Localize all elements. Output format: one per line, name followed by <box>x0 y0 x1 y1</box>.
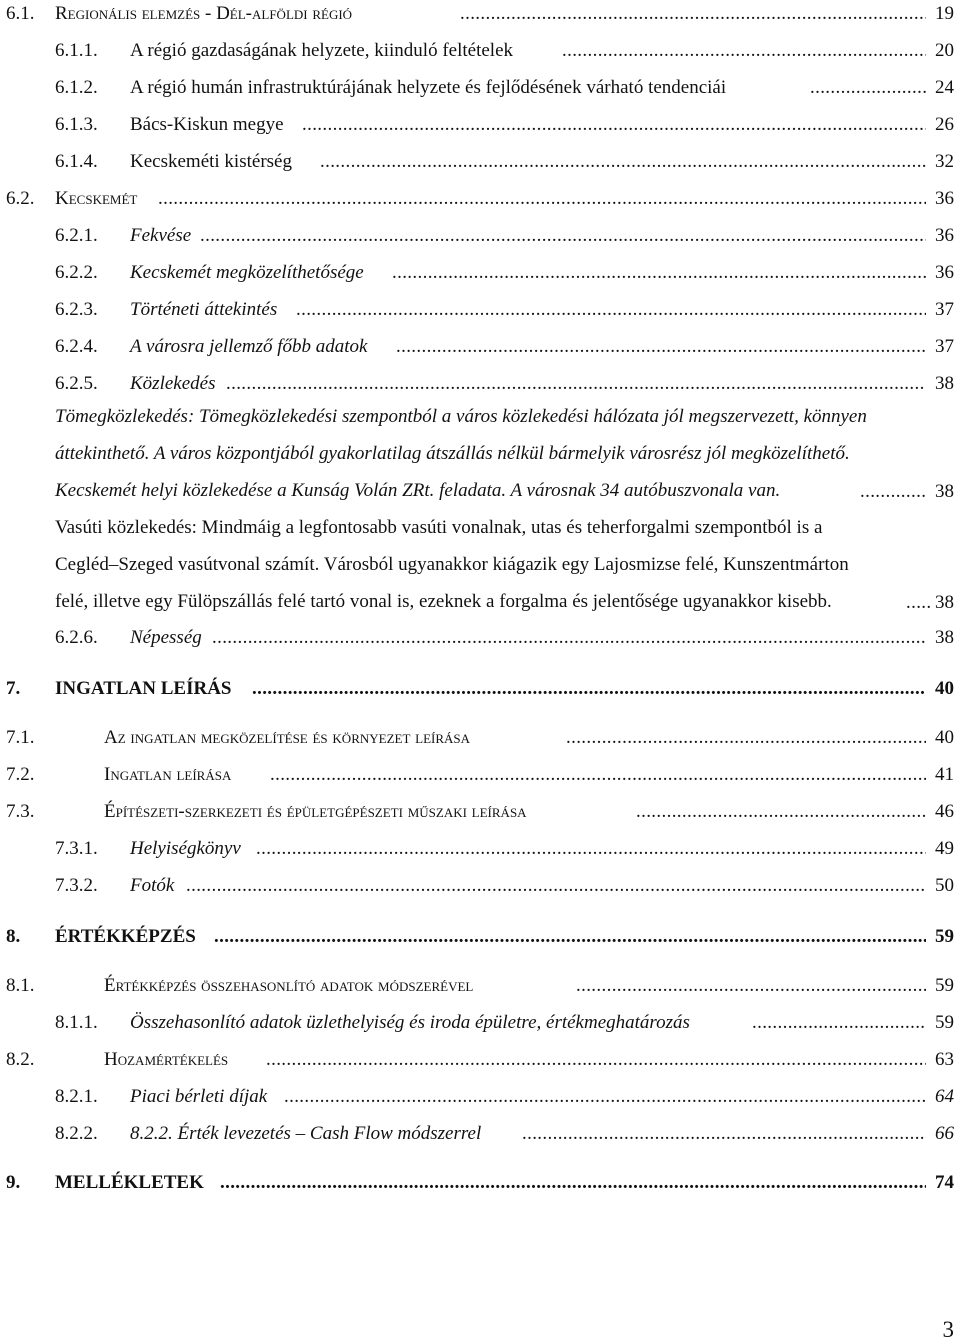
toc-entry-number: 6.2. <box>6 188 35 209</box>
toc-entry-title: INGATLAN LEÍRÁS <box>55 678 232 699</box>
toc-entry-title: MELLÉKLETEK <box>55 1172 204 1193</box>
toc-leader-dots <box>220 1171 926 1195</box>
toc-leader-dots <box>810 76 926 100</box>
toc-leader-dots <box>186 874 926 898</box>
toc-entry-page it: 64 <box>935 1086 954 1107</box>
toc-entry-title: Fotók <box>130 875 175 896</box>
toc-entry <box>0 677 960 701</box>
toc-entry-page: 36 <box>935 188 954 209</box>
toc-entry <box>0 298 960 322</box>
paragraph-line: Cegléd–Szeged vasútvonal számít. Városból ugyanakkor kiágazik egy Lajosmizse felé, Kunszentmárton <box>55 554 849 575</box>
toc-entry <box>0 974 960 998</box>
toc-entry <box>0 1122 960 1146</box>
toc-entry-page: 24 <box>935 77 954 98</box>
toc-entry-title: Regionális elemzés - Dél-alföldi régió <box>55 3 353 24</box>
toc-leader-dots <box>320 150 926 174</box>
toc-entry <box>0 1171 960 1195</box>
toc-leader-dots <box>270 763 926 787</box>
toc-entry <box>0 187 960 211</box>
toc-paragraph-page-row <box>0 591 960 615</box>
toc-leader-dots <box>266 1048 926 1072</box>
toc-entry-number: 8.2.1. <box>55 1086 98 1107</box>
toc-leader-dots <box>460 2 926 26</box>
toc-entry-number: 8. <box>6 926 21 947</box>
toc-entry-title: Ingatlan leírása <box>104 764 232 785</box>
toc-entry <box>0 1085 960 1109</box>
toc-entry-number: 8.1.1. <box>55 1012 98 1033</box>
paragraph-line: áttekinthető. A város központjából gyakorlatilag átszállás nélkül bármelyik városrész jól megközelíthető. <box>55 443 850 464</box>
toc-entry <box>0 39 960 63</box>
toc-entry-number: 6.2.6. <box>55 627 98 648</box>
toc-entry-page: 40 <box>935 678 954 699</box>
toc-entry-title: Fekvése <box>130 225 192 246</box>
toc-entry-title: A régió humán infrastruktúrájának helyzete és fejlődésének várható tendenciái <box>130 77 727 98</box>
toc-paragraph-page-row <box>0 480 960 504</box>
toc-leader-dots <box>396 335 926 359</box>
toc-entry-page: 32 <box>935 151 954 172</box>
toc-entry-title: A régió gazdaságának helyzete, kiinduló feltételek <box>130 40 514 61</box>
toc-entry <box>0 837 960 861</box>
toc-entry <box>0 874 960 898</box>
toc-entry-title: Közlekedés <box>130 373 216 394</box>
toc-entry <box>0 2 960 26</box>
toc-entry-page: 36 <box>935 262 954 283</box>
toc-leader-dots <box>636 800 926 824</box>
toc-entry-page: 59 <box>935 926 954 947</box>
toc-entry <box>0 626 960 650</box>
toc-entry-page: 59 <box>935 1012 954 1033</box>
toc-leader-dots <box>256 837 926 861</box>
toc-entry-title: Hozamértékelés <box>104 1049 229 1070</box>
toc-leader-dots <box>212 626 926 650</box>
toc-entry-number: 6.1. <box>6 3 35 24</box>
toc-entry-number: 6.2.3. <box>55 299 98 320</box>
toc-entry-number: 8.2.2. <box>55 1123 98 1144</box>
toc-leader-dots <box>296 298 926 322</box>
toc-entry <box>0 261 960 285</box>
toc-entry-page: 38 <box>935 627 954 648</box>
toc-entry <box>0 925 960 949</box>
toc-entry-page: 41 <box>935 764 954 785</box>
toc-entry-page: 37 <box>935 299 954 320</box>
toc-leader-dots <box>284 1085 926 1109</box>
toc-entry-number: 6.2.4. <box>55 336 98 357</box>
toc-entry-page: 50 <box>935 875 954 896</box>
toc-entry <box>0 1048 960 1072</box>
toc-leader-dots <box>302 113 926 137</box>
toc-entry-title: Építészeti-szerkezeti és épületgépészeti műszaki leírása <box>104 801 527 822</box>
toc-entry-title: ÉRTÉKKÉPZÉS <box>55 926 196 947</box>
toc-entry-title: Összehasonlító adatok üzlethelyiség és iroda épületre, értékmeghatározás <box>130 1012 690 1033</box>
toc-entry-title: Kecskeméti kistérség <box>130 151 292 172</box>
toc-leader-dots <box>214 925 926 949</box>
toc-entry-number: 6.2.2. <box>55 262 98 283</box>
toc-leader-dots <box>392 261 926 285</box>
toc-entry-title: Kecskemét <box>55 188 138 209</box>
toc-entry-number: 8.2. <box>6 1049 35 1070</box>
paragraph-line: Tömegközlekedés: Tömegközlekedési szempontból a város közlekedési hálózata jól megszervezett, könnyen <box>55 406 867 427</box>
toc-entry-number: 7.3.1. <box>55 838 98 859</box>
toc-entry <box>0 76 960 100</box>
toc-leader-dots <box>252 677 926 701</box>
toc-entry-title: Történeti áttekintés <box>130 299 278 320</box>
toc-entry-number: 8.1. <box>6 975 35 996</box>
toc-entry-number: 6.1.4. <box>55 151 98 172</box>
toc-entry-number: 6.2.1. <box>55 225 98 246</box>
toc-entry-title: Bács-Kiskun megye <box>130 114 284 135</box>
toc-entry <box>0 224 960 248</box>
toc-entry-title: A városra jellemző főbb adatok <box>130 336 368 357</box>
toc-entry-number: 7. <box>6 678 21 699</box>
paragraph-line: felé, illetve egy Fülöpszállás felé tartó vonal is, ezeknek a forgalma és jelentősége ugyanakkor kisebb. <box>55 591 832 612</box>
toc-entry <box>0 726 960 750</box>
toc-entry <box>0 372 960 396</box>
toc-entry-title: Értékképzés összehasonlító adatok módszerével <box>104 975 474 996</box>
paragraph-line: Vasúti közlekedés: Mindmáig a legfontosabb vasúti vonalnak, utas és teherforgalmi szempontból is a <box>55 517 823 538</box>
paragraph-line-text: Kecskemét helyi közlekedése a Kunság Volán ZRt. feladata. A városnak 34 autóbuszvonala van. <box>55 480 781 501</box>
toc-entry-page: 49 <box>935 838 954 859</box>
toc-entry-page: 38 <box>935 373 954 394</box>
toc-entry-page: 66 <box>935 1123 954 1144</box>
toc-entry <box>0 763 960 787</box>
toc-entry-title: Piaci bérleti díjak <box>130 1086 268 1107</box>
toc-leader-dots <box>522 1122 926 1146</box>
toc-entry-title: 8.2.2. Érték levezetés – Cash Flow módszerrel <box>130 1123 482 1144</box>
toc-entry-page: 59 <box>935 975 954 996</box>
toc-entry-page: 38 <box>935 592 954 613</box>
toc-entry-page: 40 <box>935 727 954 748</box>
toc-entry-title: Az ingatlan megközelítése és környezet leírása <box>104 727 471 748</box>
toc-entry-page: 19 <box>935 3 954 24</box>
toc-leader-dots <box>562 39 926 63</box>
toc-entry-number: 7.3.2. <box>55 875 98 896</box>
toc-entry-number: 6.2.5. <box>55 373 98 394</box>
toc-entry-title: Népesség <box>130 627 202 648</box>
toc-entry-number: 9. <box>6 1172 21 1193</box>
toc-entry-page: 63 <box>935 1049 954 1070</box>
toc-entry <box>0 1011 960 1035</box>
toc-entry-number: 7.3. <box>6 801 35 822</box>
toc-leader-dots <box>752 1011 926 1035</box>
toc-entry <box>0 113 960 137</box>
toc-entry <box>0 150 960 174</box>
toc-leader-dots <box>566 726 926 750</box>
toc-entry <box>0 800 960 824</box>
toc-entry-number: 6.1.3. <box>55 114 98 135</box>
toc-entry-page: 37 <box>935 336 954 357</box>
toc-leader-dots <box>226 372 926 396</box>
toc-entry-number: 6.1.1. <box>55 40 98 61</box>
toc-leader-dots <box>200 224 926 248</box>
toc-entry-page: 74 <box>935 1172 954 1193</box>
toc-entry-page: 38 <box>935 481 954 502</box>
toc-entry-page: 20 <box>935 40 954 61</box>
toc-entry <box>0 335 960 359</box>
toc-leader-dots <box>576 974 926 998</box>
toc-entry-title: Helyiségkönyv <box>130 838 241 859</box>
toc-entry-number: 7.1. <box>6 727 35 748</box>
toc-leader-dots <box>906 591 930 615</box>
toc-entry-page: 46 <box>935 801 954 822</box>
toc-leader-dots <box>158 187 926 211</box>
toc-entry-number: 7.2. <box>6 764 35 785</box>
page-number: 3 <box>942 1317 954 1342</box>
toc-leader-dots <box>860 480 926 504</box>
toc-entry-title: Kecskemét megközelíthetősége <box>130 262 364 283</box>
toc-entry-page: 36 <box>935 225 954 246</box>
toc-entry-number: 6.1.2. <box>55 77 98 98</box>
toc-entry-page: 26 <box>935 114 954 135</box>
